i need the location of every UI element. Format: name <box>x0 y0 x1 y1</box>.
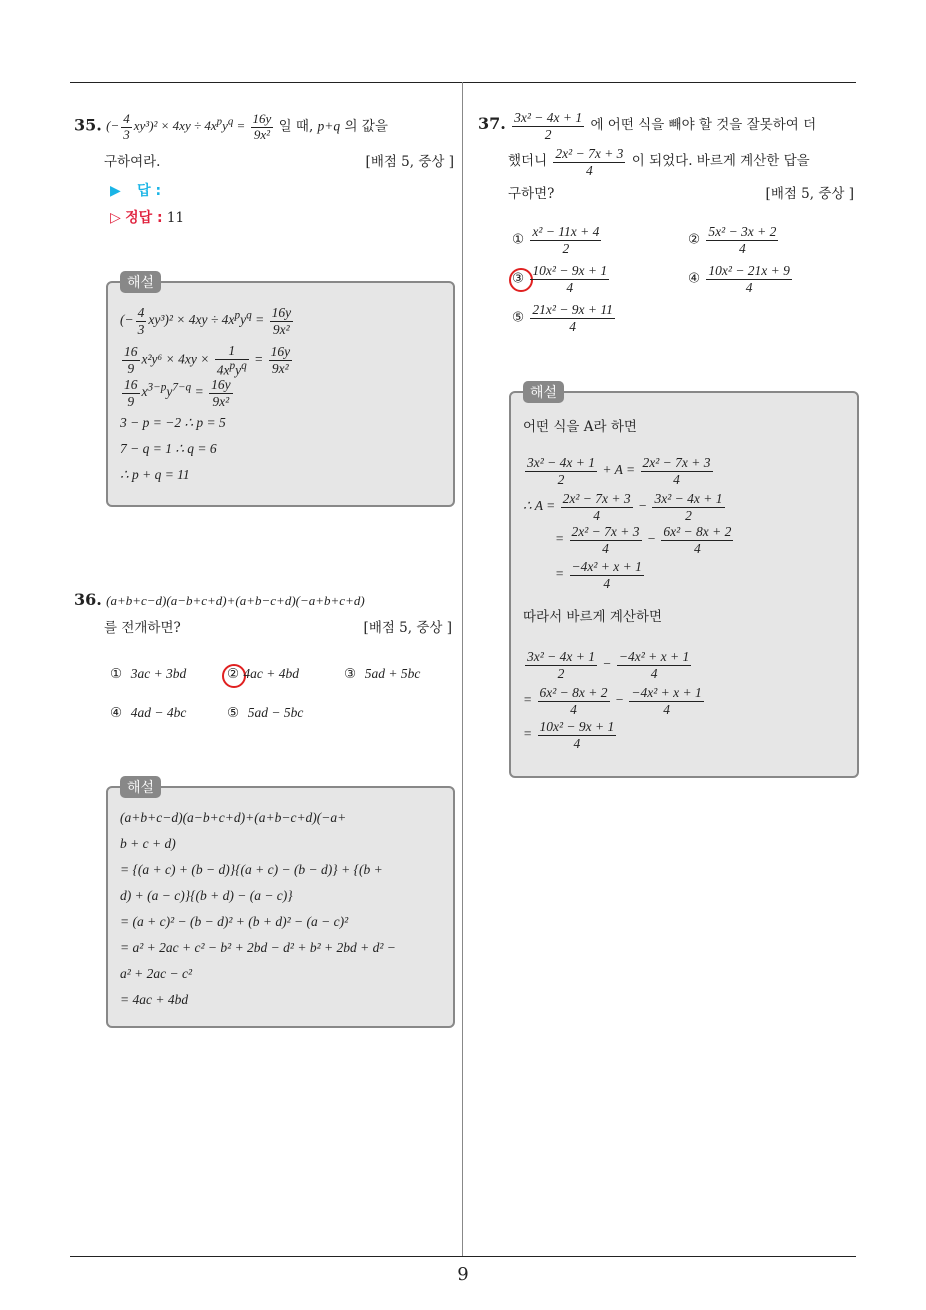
q37-line2: 했더니 $\frac{\text{2x² − 7x + 3}}{4}$ 이 되었다. 바르게 계산한 답을 <box>508 146 810 178</box>
sol-step: = (a + c)² − (b − d)² + (b + d)² − (a − c)² <box>120 914 349 929</box>
choice-3[interactable]: ③ $\frac{\text{10x² − 9x + 1}}{4}$ <box>512 263 608 295</box>
solution-tag: 해설 <box>523 381 564 403</box>
q35-line2: 구하여라. <box>104 154 161 170</box>
solution-box-35 <box>106 275 455 507</box>
q36-line2: 를 전개하면? <box>104 620 181 636</box>
q36-score: [배점 5, 중상 ] <box>363 620 452 636</box>
page-number: 9 <box>457 1264 469 1285</box>
sol-step: = 4ac + 4bd <box>120 992 189 1007</box>
choice-2[interactable]: ② 4ac + 4bd <box>227 666 300 682</box>
sol-step: a² + 2ac − c² <box>120 966 193 981</box>
solution-box-37 <box>509 385 859 778</box>
answer-line <box>110 180 161 200</box>
q37-score: [배점 5, 중상 ] <box>765 186 854 202</box>
bottom-rule <box>70 1256 856 1257</box>
choice-1[interactable]: ① 3ac + 3bd <box>110 666 187 682</box>
question-37: 37. $\frac{\text{3x² − 4x + 1}}{2}$ 에 어떤 식을 빼야 할 것을 잘못하여 더 <box>478 110 817 142</box>
sol-step: = $\frac{\text{−4x² + x + 1}}{4}$ <box>555 559 642 591</box>
sol-step: $\frac{\text{3x² − 4x + 1}}{2}$ + A = $\frac{\text{2x² − 7x + 3}}{4}$ <box>527 455 711 487</box>
choice-2[interactable]: ② $\frac{\text{5x² − 3x + 2}}{4}$ <box>688 224 777 256</box>
sol-step: $\frac{\text{3x² − 4x + 1}}{2}$ − $\frac{\text{−4x² + x + 1}}{4}$ <box>527 649 690 681</box>
sol-step: = {(a + c) + (b − d)}{(a + c) − (b − d)} + {(b + <box>120 862 383 877</box>
sol-step: $\frac{16}{9}$ $x^{3-p}y^{7-q}$ = $\frac{16y}{\text{9x²}}$ <box>124 377 231 409</box>
top-rule <box>70 82 856 83</box>
sol-step: ∴ p + q = 11 <box>120 467 190 482</box>
question-number: 35. <box>74 115 102 135</box>
question-36 <box>74 590 365 609</box>
q37-line3: 구하면? <box>508 186 555 202</box>
q36-expression: (a+b+c−d)(a−b+c+d)+(a+b−c+d)(−a+b+c+d) <box>106 593 365 608</box>
choice-5[interactable]: ⑤ $\frac{\text{21x² − 9x + 11}}{4}$ <box>512 302 613 334</box>
solution-box-36 <box>106 780 455 1028</box>
sol-step: (− $\frac{4}{3}$ $xy^3)^2 \times 4xy \div 4x^py^q$ = $\frac{16y}{\text{9x²}}$ <box>120 305 292 337</box>
question-number: 36. <box>74 590 102 609</box>
question-35: 35. (− $\frac{4}{3}$ $xy^3)^2 \times 4xy \div 4x^py^q$ = $\frac{16y}{\text{9x²}}$ 일 때, p+q 의 값을 <box>74 111 388 142</box>
triangle-icon: ▷ <box>110 210 121 226</box>
sol-step: = $\frac{\text{2x² − 7x + 3}}{4}$ − $\frac{\text{6x² − 8x + 2}}{4}$ <box>555 524 732 556</box>
sol-step: 7 − q = 1 ∴ q = 6 <box>120 441 217 456</box>
q35-expression: (− $\frac{4}{3}$ $xy^3)^2 \times 4xy \div 4x^py^q$ = $\frac{16y}{\text{9x²}}$ <box>106 111 272 142</box>
sol-step: = a² + 2ac + c² − b² + 2bd − d² + b² + 2bd + d² − <box>120 940 396 955</box>
solution-tag: 해설 <box>120 271 161 293</box>
correct-label: 정답 : <box>125 210 163 226</box>
sol-step: $\frac{16}{9}$ x²y⁶ × 4xy × $\frac{1}{4x^py^q}$ = $\frac{16y}{\text{9x²}}$ <box>124 343 291 378</box>
sol-mid: 따라서 바르게 계산하면 <box>523 609 662 625</box>
sol-intro: 어떤 식을 A라 하면 <box>523 419 637 435</box>
play-icon: ▶ <box>110 183 121 199</box>
column-divider <box>462 82 463 1256</box>
correct-line <box>110 207 184 227</box>
choice-4[interactable]: ④ 4ad − 4bc <box>110 705 187 721</box>
correct-value: 11 <box>166 210 185 226</box>
sol-step: d) + (a − c)}{(b + d) − (a − c)} <box>120 888 293 903</box>
answer-label: 답 : <box>137 183 162 199</box>
sol-step: = $\frac{\text{6x² − 8x + 2}}{4}$ − $\frac{\text{−4x² + x + 1}}{4}$ <box>523 685 702 717</box>
sol-step: b + c + d) <box>120 836 176 851</box>
sol-step: = $\frac{\text{10x² − 9x + 1}}{4}$ <box>523 719 615 751</box>
choice-3[interactable]: ③ 5ad + 5bc <box>344 666 421 682</box>
q35-score: [배점 5, 중상 ] <box>365 154 454 170</box>
choice-1[interactable]: ① $\frac{\text{x² − 11x + 4}}{2}$ <box>512 224 600 256</box>
question-number: 37. <box>478 114 506 134</box>
sol-step: ∴ A = $\frac{\text{2x² − 7x + 3}}{4}$ − $\frac{\text{3x² − 4x + 1}}{2}$ <box>523 491 723 523</box>
choice-4[interactable]: ④ $\frac{\text{10x² − 21x + 9}}{4}$ <box>688 263 790 295</box>
sol-step: 3 − p = −2 ∴ p = 5 <box>120 415 226 430</box>
choice-5[interactable]: ⑤ 5ad − 5bc <box>227 705 304 721</box>
sol-step: (a+b+c−d)(a−b+c+d)+(a+b−c+d)(−a+ <box>120 810 347 825</box>
solution-tag: 해설 <box>120 776 161 798</box>
